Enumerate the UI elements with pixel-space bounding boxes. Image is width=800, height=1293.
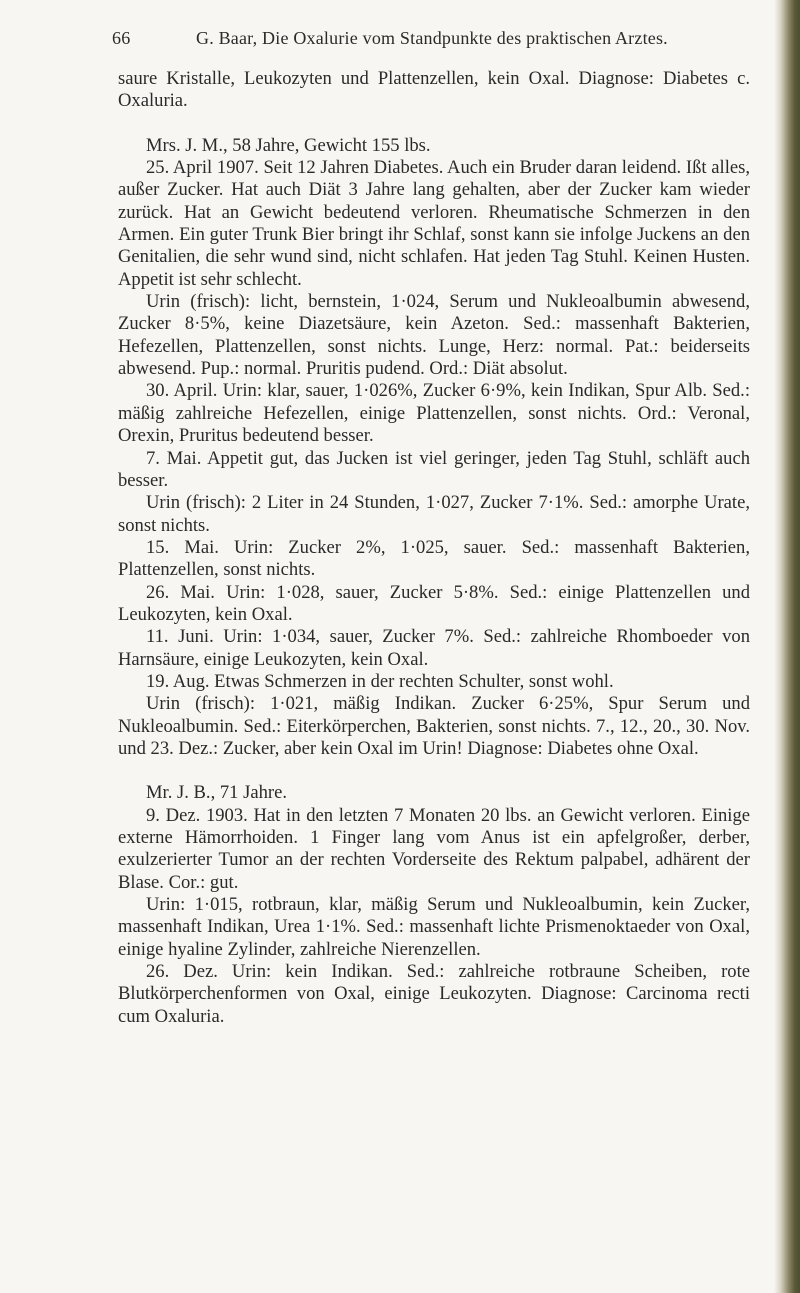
paragraph: 19. Aug. Etwas Schmerzen in der rechten Schulter, sonst wohl.: [146, 670, 614, 692]
paragraph: 11. Juni. Urin: 1·034, sauer, Zucker 7%. Sed.: zahlreiche Rhomboeder von Harnsäure, einige Leukozyten, kein Oxal.: [118, 626, 750, 670]
paragraph: Urin (frisch): 1·021, mäßig Indikan. Zucker 6·25%, Spur Serum und Nukleoalbumin. Sed.: Eiterkörperchen, Bakterien, sonst nichts. 7., 12., 20., 30. Nov. und 23. Dez.: Zucker, aber kein Oxal im Urin! Diagnose: Diabetes ohne Oxal.: [118, 693, 750, 759]
page-binding-edge: [774, 0, 800, 1293]
paragraph: 25. April 1907. Seit 12 Jahren Diabetes. Auch ein Bruder daran leidend. Ißt alles, außer Zucker. Hat auch Diät 3 Jahre lang gehalten, aber der Zucker kam wieder zurück. Hat an Gewicht bedeutend verloren. Rheumatische Schmerzen in den Armen. Ein guter Trunk Bier bringt ihr Schlaf, sonst kann sie infolge Juckens an den Genitalien, die sehr wund sind, nicht schlafen. Hat jeden Tag Stuhl. Keinen Husten. Appetit ist sehr schlecht.: [118, 157, 750, 290]
paragraph: 15. Mai. Urin: Zucker 2%, 1·025, sauer. Sed.: massenhaft Bakterien, Plattenzellen, sonst nichts.: [118, 536, 750, 581]
paragraph: Urin: 1·015, rotbraun, klar, mäßig Serum und Nukleoalbumin, kein Zucker, massenhaft Indikan, Urea 1·1%. Sed.: massenhaft lichte Prismenoktaeder von Oxal, einige hyaline Zylinder, zahlreiche Nierenzellen.: [118, 894, 750, 960]
running-head: G. Baar, Die Oxalurie vom Standpunkte des praktischen Arztes.: [196, 28, 668, 48]
case-heading: Mrs. J. M., 58 Jahre, Gewicht 155 lbs.: [146, 134, 431, 156]
paragraph: saure Kristalle, Leukozyten und Plattenzellen, kein Oxal. Diagnose: Diabetes c. Oxaluria.: [118, 68, 750, 112]
body-text: [118, 68, 750, 1028]
case-heading: Mr. J. B., 71 Jahre.: [146, 782, 287, 804]
paragraph: 26. Dez. Urin: kein Indikan. Sed.: zahlreiche rotbraune Scheiben, rote Blutkörperchenformen von Oxal, einige Leukozyten. Diagnose: Carcinoma recti cum Oxaluria.: [118, 961, 750, 1027]
paragraph: 7. Mai. Appetit gut, das Jucken ist viel geringer, jeden Tag Stuhl, schläft auch besser.: [118, 447, 750, 491]
page-number: 66: [112, 28, 131, 48]
paragraph: 9. Dez. 1903. Hat in den letzten 7 Monaten 20 lbs. an Gewicht verloren. Einige externe Hämorrhoiden. 1 Finger lang vom Anus ist ein apfelgroßer, derber, exulzerierter Tumor an der rechten Vorderseite des Rektum palpabel, adhärent der Blase. Cor.: gut.: [118, 804, 750, 893]
paragraph: 26. Mai. Urin: 1·028, sauer, Zucker 5·8%. Sed.: einige Plattenzellen und Leukozyten, kein Oxal.: [118, 581, 750, 625]
paragraph: Urin (frisch): licht, bernstein, 1·024, Serum und Nukleoalbumin abwesend, Zucker 8·5%, keine Diazetsäure, kein Azeton. Sed.: massenhaft Bakterien, Hefezellen, Plattenzellen, sonst nichts. Lunge, Herz: normal. Pat.: beiderseits abwesend. Pup.: normal. Pruritis pudend. Ord.: Diät absolut.: [118, 291, 750, 380]
paragraph: Urin (frisch): 2 Liter in 24 Stunden, 1·027, Zucker 7·1%. Sed.: amorphe Urate, sonst nichts.: [118, 492, 750, 536]
paragraph: 30. April. Urin: klar, sauer, 1·026%, Zucker 6·9%, kein Indikan, Spur Alb. Sed.: mäßig zahlreiche Hefezellen, einige Plattenzellen, sonst nichts. Ord.: Veronal, Orexin, Pruritus bedeutend besser.: [118, 380, 750, 447]
